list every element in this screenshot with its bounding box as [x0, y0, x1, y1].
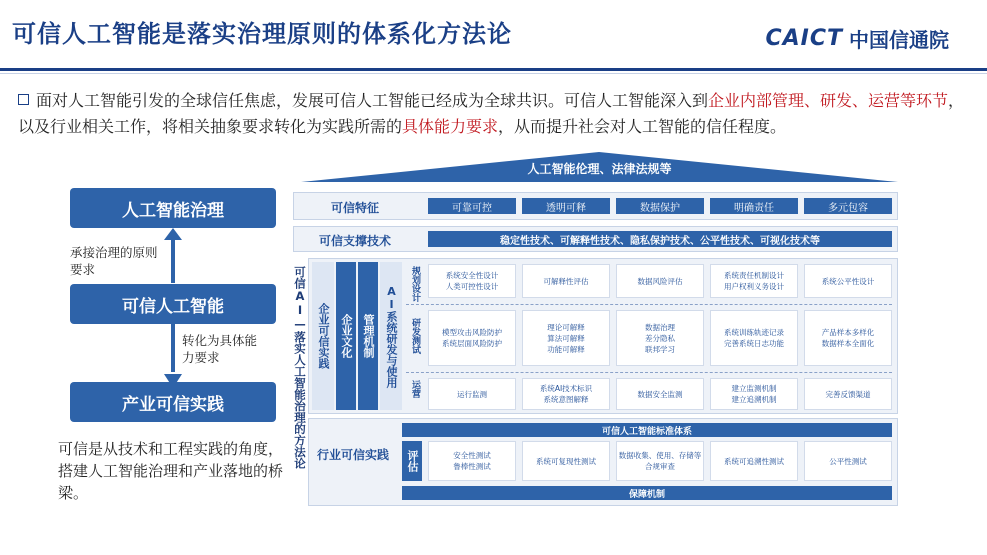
note-concrete-capability: 转化为具体能力要求 [182, 333, 258, 365]
guarantee-bar: 保障机制 [402, 486, 892, 500]
eval-cell: 数据收集、使用、存储等合规审查 [616, 441, 704, 481]
box-trustworthy-ai: 可信人工智能 [70, 284, 276, 324]
roof-label: 人工智能伦理、法律法规等 [527, 162, 672, 176]
eval-cell: 公平性测试 [804, 441, 892, 481]
management-col: 管理机制 [358, 262, 378, 410]
caict-logo [765, 24, 949, 53]
grid-cell: 系统安全性设计 人类可控性设计 [428, 264, 516, 298]
intro-highlight-1: 企业内部管理、研发、运营等环节 [708, 91, 949, 110]
standards-bar: 可信人工智能标准体系 [402, 423, 892, 437]
grid-cell: 运行监测 [428, 378, 516, 410]
intro-paragraph [18, 88, 978, 140]
feature-pill: 可靠可控 [428, 198, 516, 214]
feature-pill: 透明可释 [522, 198, 610, 214]
tech-label: 可信支撑技术 [318, 234, 391, 248]
note-governance-principles: 承接治理的原则要求 [70, 245, 158, 277]
eval-cell: 系统可复现性测试 [522, 441, 610, 481]
eval-cell: 安全性测试 鲁棒性测试 [428, 441, 516, 481]
tech-bar: 稳定性技术、可解释性技术、隐私保护技术、公平性技术、可视化技术等 [428, 231, 892, 247]
feature-pill: 多元包容 [804, 198, 892, 214]
industry-label: 行业可信实践 [316, 448, 389, 462]
square-bullet-icon [18, 94, 29, 105]
page-title: 可信人工智能是落实治理原则的体系化方法论 [12, 20, 512, 48]
side-label: 可信AI—落实人工智能治理的方法论 [293, 266, 307, 469]
grid-cell: 数据风险评估 [616, 264, 704, 298]
intro-text-2: ，以及行业相关工作，将相关抽象要求转化为实践所需的 [18, 91, 965, 136]
grid-cell: 系统训练轨迹记录 完善系统日志功能 [710, 310, 798, 366]
logo-cn: 中国信通院 [849, 28, 949, 52]
enterprise-practice-col: 企业可信实践 [312, 262, 334, 410]
stage-label: 规划设计 [410, 266, 420, 302]
stage-label: 运营 [410, 380, 420, 398]
eval-cell: 系统可追溯性测试 [710, 441, 798, 481]
grid-cell: 模型攻击风险防护 系统层面风险防护 [428, 310, 516, 366]
grid-cell: 数据安全监测 [616, 378, 704, 410]
box-industry-practice: 产业可信实践 [70, 382, 276, 422]
culture-col: 企业文化 [336, 262, 356, 410]
grid-cell: 理论可解释 算法可解释 功能可解释 [522, 310, 610, 366]
grid-cell: 系统公平性设计 [804, 264, 892, 298]
intro-highlight-2: 具体能力要求 [402, 117, 499, 136]
left-footer-text: 可信是从技术和工程实践的角度，搭建人工智能治理和产业落地的桥梁。 [58, 440, 284, 502]
box-ai-governance: 人工智能治理 [70, 188, 276, 228]
grid-cell: 完善反馈渠道 [804, 378, 892, 410]
intro-text-3: ，从而提升社会对人工智能的信任程度。 [498, 117, 787, 136]
grid-cell: 产品样本多样化 数据样本全面化 [804, 310, 892, 366]
grid-cell: 可解释性评估 [522, 264, 610, 298]
features-label: 可信特征 [330, 201, 379, 215]
header-divider [0, 68, 987, 71]
grid-cell: 系统责任机制设计 用户权利义务设计 [710, 264, 798, 298]
feature-pill: 明确责任 [710, 198, 798, 214]
stage-divider [406, 304, 892, 305]
rd-col: AI系统研发与使用 [380, 262, 402, 410]
intro-text-1: 面对人工智能引发的全球信任焦虑，发展可信人工智能已经成为全球共识。可信人工智能深入到 [36, 91, 709, 110]
logo-en: CAICT [765, 26, 843, 51]
stage-label: 研发测试 [410, 318, 420, 354]
grid-cell: 建立监测机制 建立追溯机制 [710, 378, 798, 410]
header-divider-thin [0, 73, 987, 74]
feature-pill: 数据保护 [616, 198, 704, 214]
grid-cell: 系统AI技术标识 系统意图解释 [522, 378, 610, 410]
stage-divider [406, 372, 892, 373]
grid-cell: 数据治理 差分隐私 联邦学习 [616, 310, 704, 366]
evaluation-col: 评估 [402, 441, 422, 481]
